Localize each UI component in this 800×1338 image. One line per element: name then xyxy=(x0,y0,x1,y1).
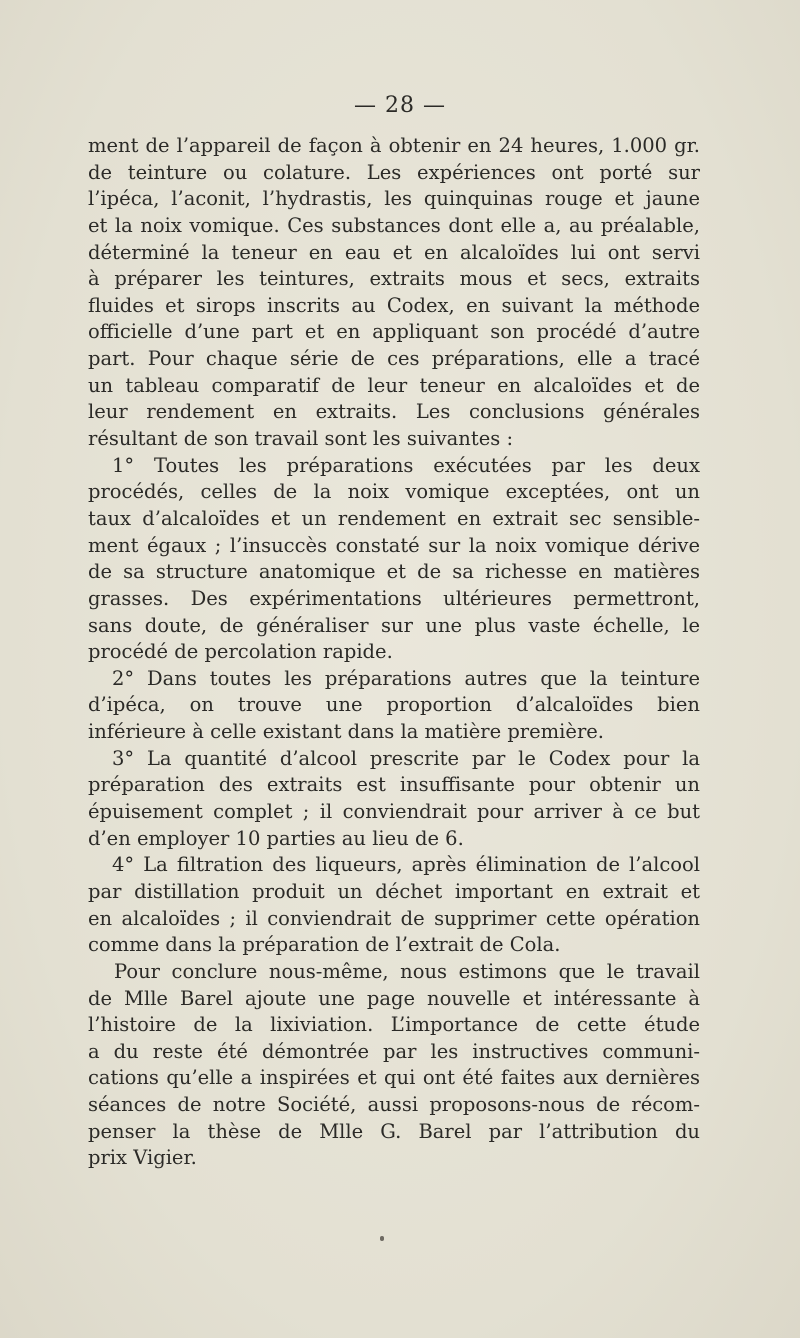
text-line: leur rendement en extraits. Les conclusions générales xyxy=(88,400,700,424)
text-line: prix Vigier. xyxy=(88,1146,197,1170)
text-line: d’en employer 10 parties au lieu de 6. xyxy=(88,826,464,850)
text-line: Pour conclure nous-même, nous estimons que le travail xyxy=(114,959,700,983)
text-line: procédé de percolation rapide. xyxy=(88,640,393,664)
text-line: en alcaloïdes ; il conviendrait de supprimer cette opération xyxy=(88,906,700,930)
text-line: 4° La filtration des liqueurs, après élimination de l’alcool xyxy=(112,853,700,877)
text-line: a du reste été démontrée par les instructives communi- xyxy=(88,1039,700,1063)
text-line: l’ipéca, l’aconit, l’hydrastis, les quinquinas rouge et jaune xyxy=(88,187,700,211)
text-line: séances de notre Société, aussi proposons-nous de récom- xyxy=(88,1093,700,1117)
text-line: à préparer les teintures, extraits mous et secs, extraits xyxy=(88,267,700,291)
text-line: déterminé la teneur en eau et en alcaloïdes lui ont servi xyxy=(88,240,700,264)
text-line: procédés, celles de la noix vomique exceptées, ont un xyxy=(88,480,700,504)
text-line: grasses. Des expérimentations ultérieures permettront, xyxy=(88,586,700,610)
text-line: un tableau comparatif de leur teneur en alcaloïdes et de xyxy=(88,373,700,397)
text-line: comme dans la préparation de l’extrait de Cola. xyxy=(88,933,561,957)
text-line: l’histoire de la lixiviation. L’importance de cette étude xyxy=(88,1013,700,1037)
text-line: par distillation produit un déchet important en extrait et xyxy=(88,879,700,903)
body-text xyxy=(88,133,700,1172)
text-line: d’ipéca, on trouve une proportion d’alcaloïdes bien xyxy=(88,693,700,717)
text-line: de Mlle Barel ajoute une page nouvelle et intéressante à xyxy=(88,986,700,1010)
text-line: penser la thèse de Mlle G. Barel par l’attribution du xyxy=(88,1119,700,1143)
text-line: 2° Dans toutes les préparations autres que la teinture xyxy=(112,666,700,690)
text-line: de sa structure anatomique et de sa richesse en matières xyxy=(88,560,700,584)
text-line: taux d’alcaloïdes et un rendement en extrait sec sensible- xyxy=(88,506,700,530)
text-line: sans doute, de généraliser sur une plus vaste échelle, le xyxy=(88,613,700,637)
text-line: épuisement complet ; il conviendrait pour arriver à ce but xyxy=(88,800,700,824)
text-line: cations qu’elle a inspirées et qui ont été faites aux dernières xyxy=(88,1066,700,1090)
text-line: ment de l’appareil de façon à obtenir en 24 heures, 1.000 gr. xyxy=(88,134,700,157)
text-line: préparation des extraits est insuffisante pour obtenir un xyxy=(88,773,700,797)
text-line: de teinture ou colature. Les expériences ont porté sur xyxy=(88,160,700,184)
text-line: ment égaux ; l’insuccès constaté sur la noix vomique dérive xyxy=(88,533,700,557)
text-line: part. Pour chaque série de ces préparations, elle a tracé xyxy=(88,347,700,371)
ink-speck xyxy=(380,1236,384,1241)
text-line: et la noix vomique. Ces substances dont elle a, au préalable, xyxy=(88,213,700,237)
text-line: 3° La quantité d’alcool prescrite par le Codex pour la xyxy=(112,746,700,770)
text-line: 1° Toutes les préparations exécutées par les deux xyxy=(112,453,700,477)
text-line: officielle d’une part et en appliquant son procédé d’autre xyxy=(88,320,700,344)
text-line: fluides et sirops inscrits au Codex, en suivant la méthode xyxy=(88,293,700,317)
text-line: inférieure à celle existant dans la matière première. xyxy=(88,720,604,744)
page-number: — 28 — xyxy=(354,93,446,118)
text-line: résultant de son travail sont les suivantes : xyxy=(88,427,514,451)
